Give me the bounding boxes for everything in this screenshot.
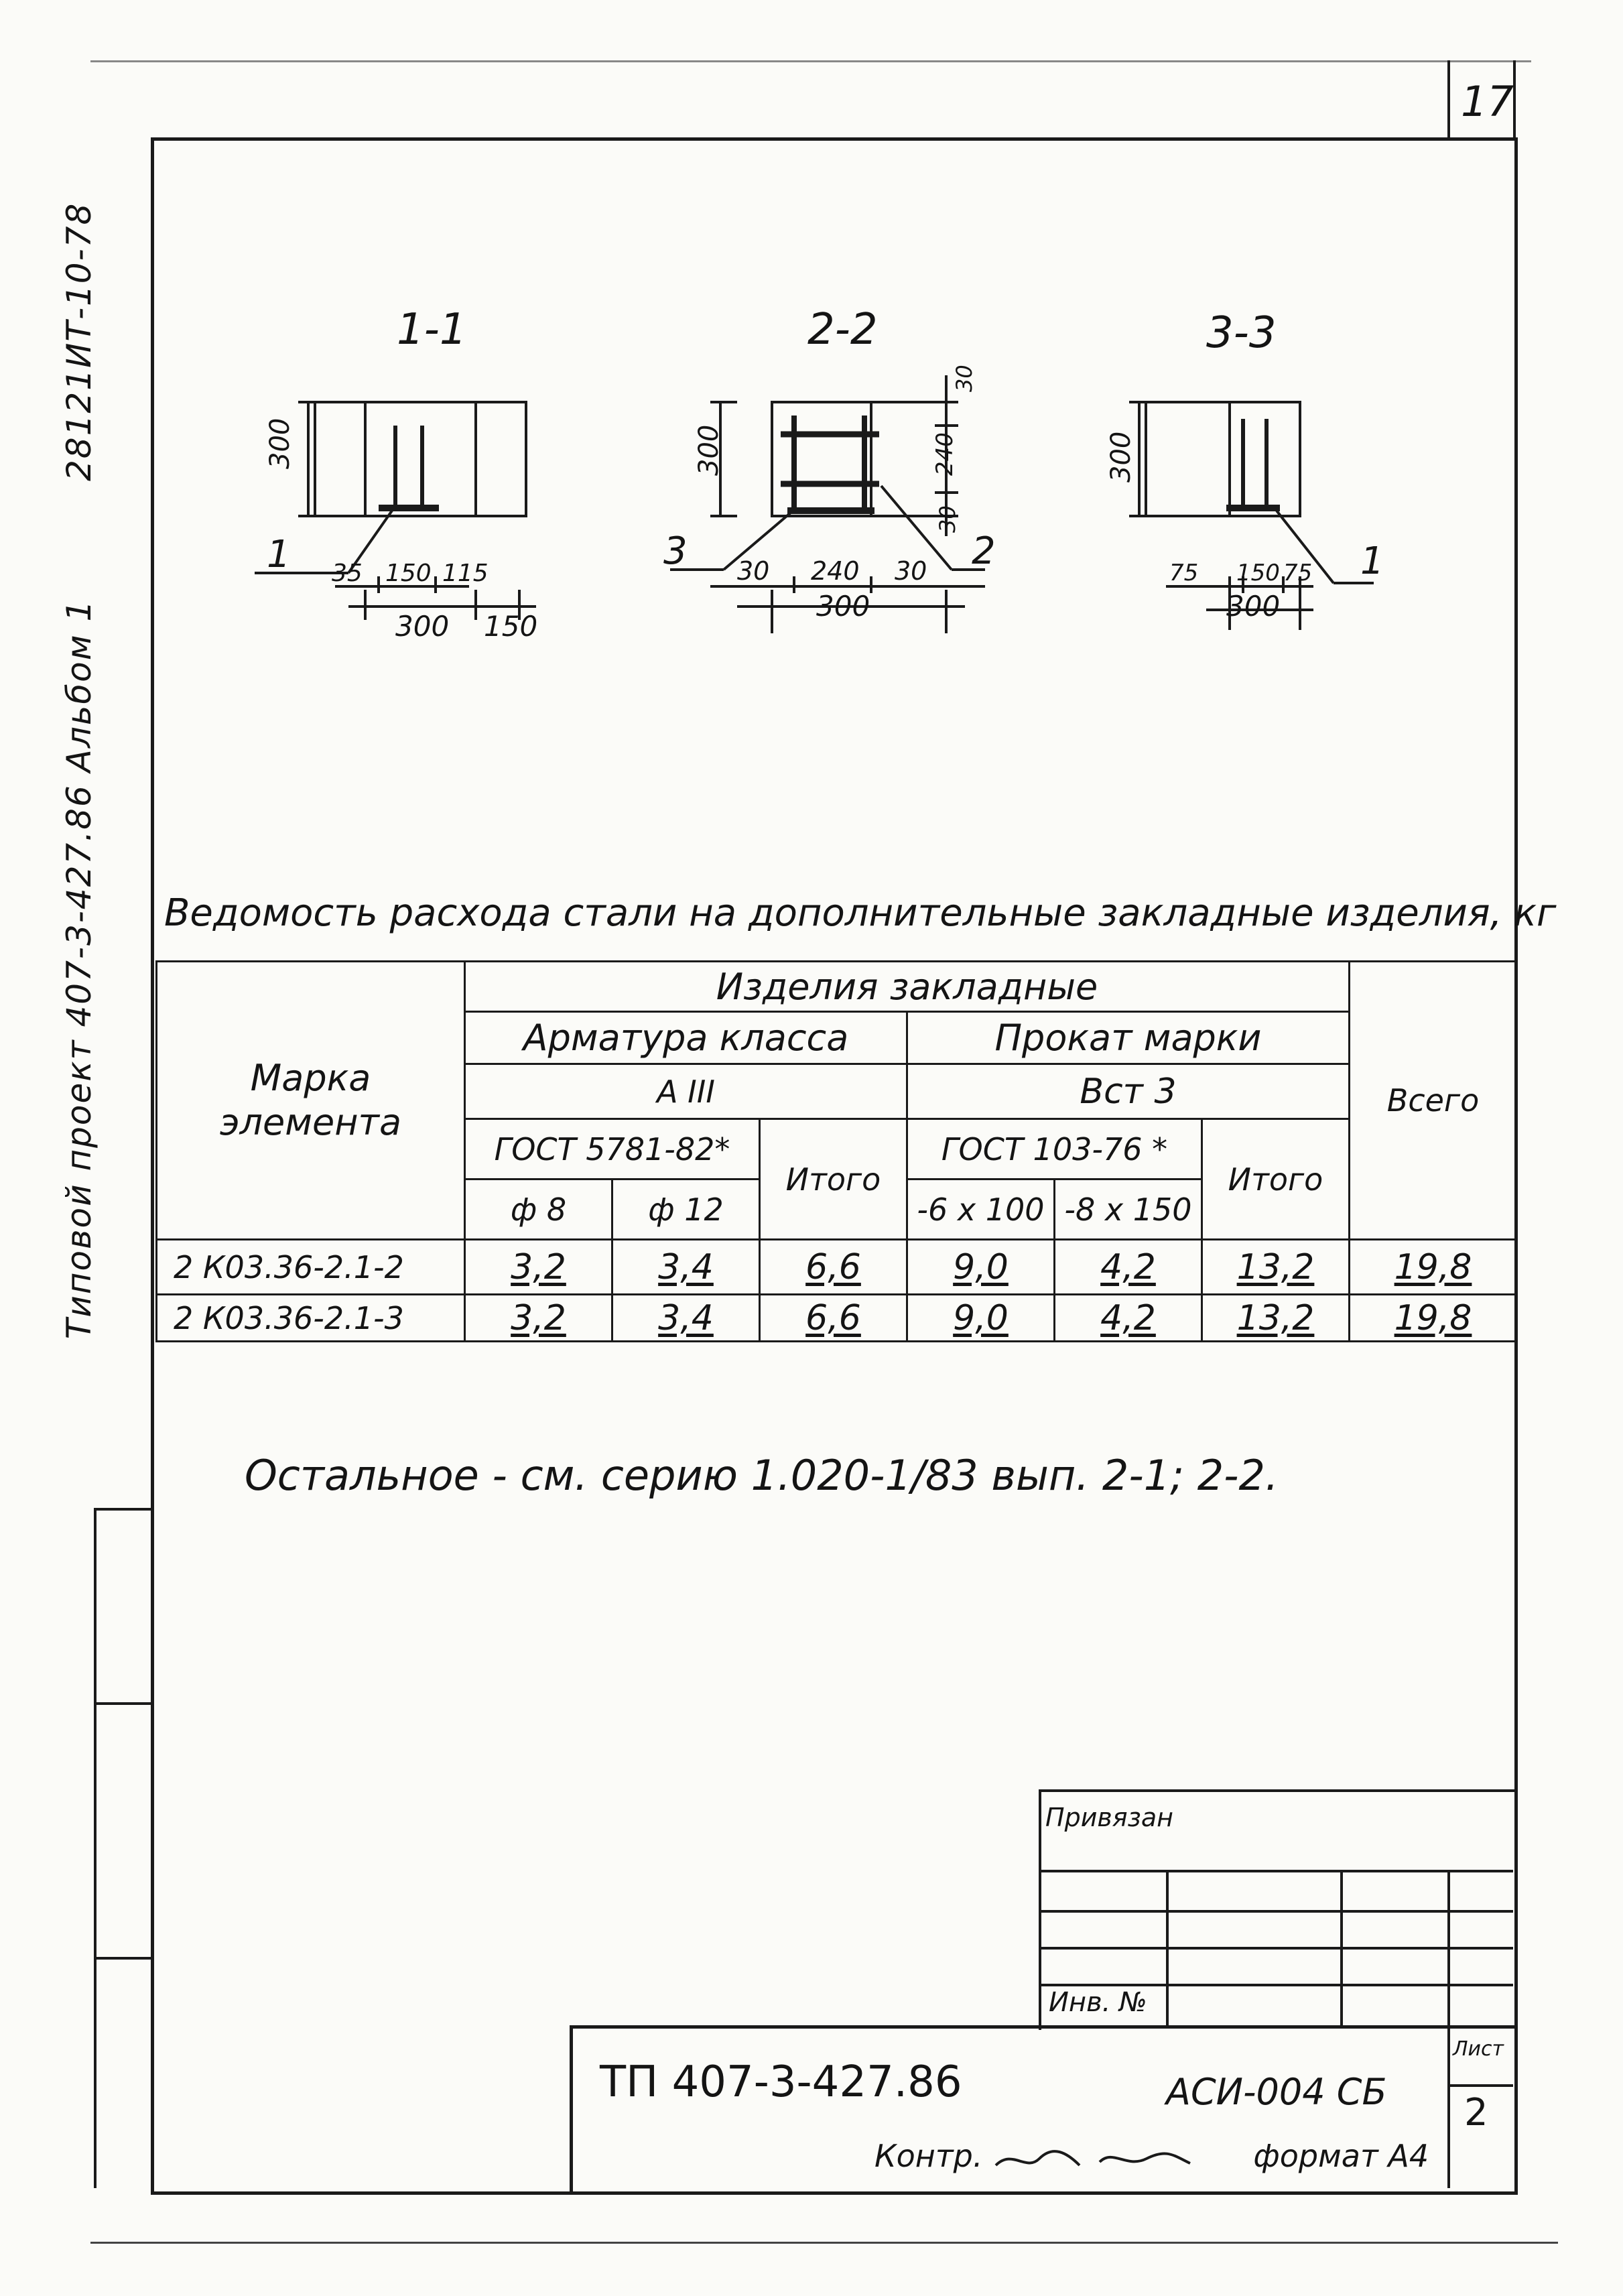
format-label: формат А4 <box>1253 2138 1429 2174</box>
project-code: ТП 407-3-427.86 <box>600 2057 962 2107</box>
attachment-row <box>1039 1870 1513 1872</box>
table-cell: 3,4 <box>612 1295 760 1342</box>
section-2-2-title: 2-2 <box>807 305 878 355</box>
row-mark: 2 К03.36-2.1-3 <box>157 1295 465 1342</box>
binding-strip-line <box>94 1508 96 2188</box>
table-cell: 9,0 <box>907 1295 1055 1342</box>
steel-consumption-table <box>155 960 1518 1342</box>
table-cell: 19,8 <box>1350 1240 1517 1295</box>
signature-scribble <box>992 2142 1193 2175</box>
section-1-1-dim-a: 35 <box>332 560 363 587</box>
table-cell: 6,6 <box>760 1240 907 1295</box>
table-cell: 13,2 <box>1202 1295 1350 1342</box>
section-1-1-height-dim: 300 <box>265 418 296 469</box>
section-2-2-callout-2: 2 <box>972 529 996 573</box>
sheet-number: 17 <box>1461 77 1514 126</box>
attachment-col <box>1340 1870 1343 2027</box>
section-2-2-dim-a: 30 <box>737 556 770 586</box>
table-cell: 13,2 <box>1202 1240 1350 1295</box>
header-rebar-grade: А III <box>465 1064 907 1119</box>
header-rebar-col: ф 12 <box>612 1179 760 1240</box>
header-grand-total: Всего <box>1350 962 1517 1240</box>
section-3-3-title: 3-3 <box>1206 308 1277 358</box>
section-1-1-title: 1-1 <box>397 305 467 355</box>
section-1-1 <box>255 402 536 620</box>
attachment-row <box>1039 1947 1513 1950</box>
stamp-sheet-divider <box>1447 2025 1450 2188</box>
header-rolled-gost: ГОСТ 103-76 * <box>907 1119 1202 1179</box>
sheet-no: 2 <box>1464 2091 1488 2134</box>
header-rebar-total: Итого <box>760 1119 907 1240</box>
table-cell: 3,2 <box>465 1295 612 1342</box>
binding-strip-row <box>94 1702 153 1705</box>
bottom-edge-line <box>90 2242 1558 2244</box>
table-cell: 3,2 <box>465 1240 612 1295</box>
section-3-3-height-dim: 300 <box>1106 431 1137 483</box>
section-1-1-dim-b: 150 <box>385 560 432 587</box>
table-cell: 19,8 <box>1350 1295 1517 1342</box>
section-3-3-dim-b: 150 <box>1236 560 1280 586</box>
table-cell: 4,2 <box>1055 1240 1202 1295</box>
section-3-3-callout: 1 <box>1360 539 1384 583</box>
header-rolled-col: -6 х 100 <box>907 1179 1055 1240</box>
table-cell: 9,0 <box>907 1240 1055 1295</box>
table-row <box>157 1295 1517 1342</box>
section-1-1-total-b: 150 <box>484 610 538 643</box>
attachment-col <box>1447 1870 1450 2027</box>
header-rolled-col: -8 х 150 <box>1055 1179 1202 1240</box>
section-3-3-outline <box>1146 402 1300 516</box>
reference-note: Остальное - см. серию 1.020-1/83 вып. 2-1; 2-2. <box>245 1451 1279 1500</box>
section-1-1-dim-c: 115 <box>442 560 489 587</box>
header-rolled-mark: Прокат марки <box>907 1012 1350 1064</box>
section-2-2-right-dim-c: 30 <box>935 505 960 533</box>
table-row <box>157 1240 1517 1295</box>
side-project-code: 28121ИТ-10-78 <box>60 202 99 482</box>
side-project-text: Типовой проект 407-3-427.86 Альбом 1 <box>60 598 99 1340</box>
section-2-2-callout-3: 3 <box>663 529 688 573</box>
section-2-2-total: 300 <box>816 590 870 623</box>
binding-strip-row <box>94 1957 153 1960</box>
section-3-3-total: 300 <box>1226 590 1281 623</box>
header-rebar-gost: ГОСТ 5781-82* <box>465 1119 760 1179</box>
control-signature-line <box>874 2138 1429 2175</box>
header-rolled-total: Итого <box>1202 1119 1350 1240</box>
section-2-2-right-dim-b: 240 <box>931 432 958 476</box>
section-2-2-outline <box>772 402 946 516</box>
control-label: Контр. <box>874 2138 983 2174</box>
header-rolled-grade: Вст 3 <box>907 1064 1350 1119</box>
header-group: Изделия закладные <box>465 962 1350 1012</box>
table-cell: 6,6 <box>760 1295 907 1342</box>
row-mark: 2 К03.36-2.1-2 <box>157 1240 465 1295</box>
binding-strip-row <box>94 1508 153 1511</box>
section-2-2-dim-c: 30 <box>895 556 927 586</box>
section-2-2-height-dim: 300 <box>694 424 724 476</box>
attachment-col <box>1166 1870 1169 2027</box>
attachment-row <box>1039 1984 1513 1986</box>
attached-label: Привязан <box>1045 1803 1173 1832</box>
table-cell: 3,4 <box>612 1240 760 1295</box>
stamp-sheet-row <box>1447 2084 1513 2087</box>
sheet-label: Лист <box>1453 2037 1504 2061</box>
section-2-2-dim-b: 240 <box>811 556 860 586</box>
drawing-code: АСИ-004 СБ <box>1166 2071 1387 2113</box>
section-2-2-right-dim-a: 30 <box>952 365 977 392</box>
inventory-number-label: Инв. № <box>1049 1987 1147 2018</box>
steel-table-title: Ведомость расхода стали на дополнительные закладные изделия, кг <box>164 891 1557 935</box>
section-3-3-dim-c: 75 <box>1283 560 1313 586</box>
header-rebar-col: ф 8 <box>465 1179 612 1240</box>
header-mark: Марка элемента <box>157 962 465 1240</box>
section-1-1-callout: 1 <box>267 533 291 576</box>
section-1-1-total-a: 300 <box>395 610 450 643</box>
table-cell: 4,2 <box>1055 1295 1202 1342</box>
header-rebar-class: Арматура класса <box>465 1012 907 1064</box>
sections-drawing <box>0 0 1623 737</box>
section-3-3-dim-a: 75 <box>1169 560 1199 586</box>
attachment-row <box>1039 1910 1513 1913</box>
